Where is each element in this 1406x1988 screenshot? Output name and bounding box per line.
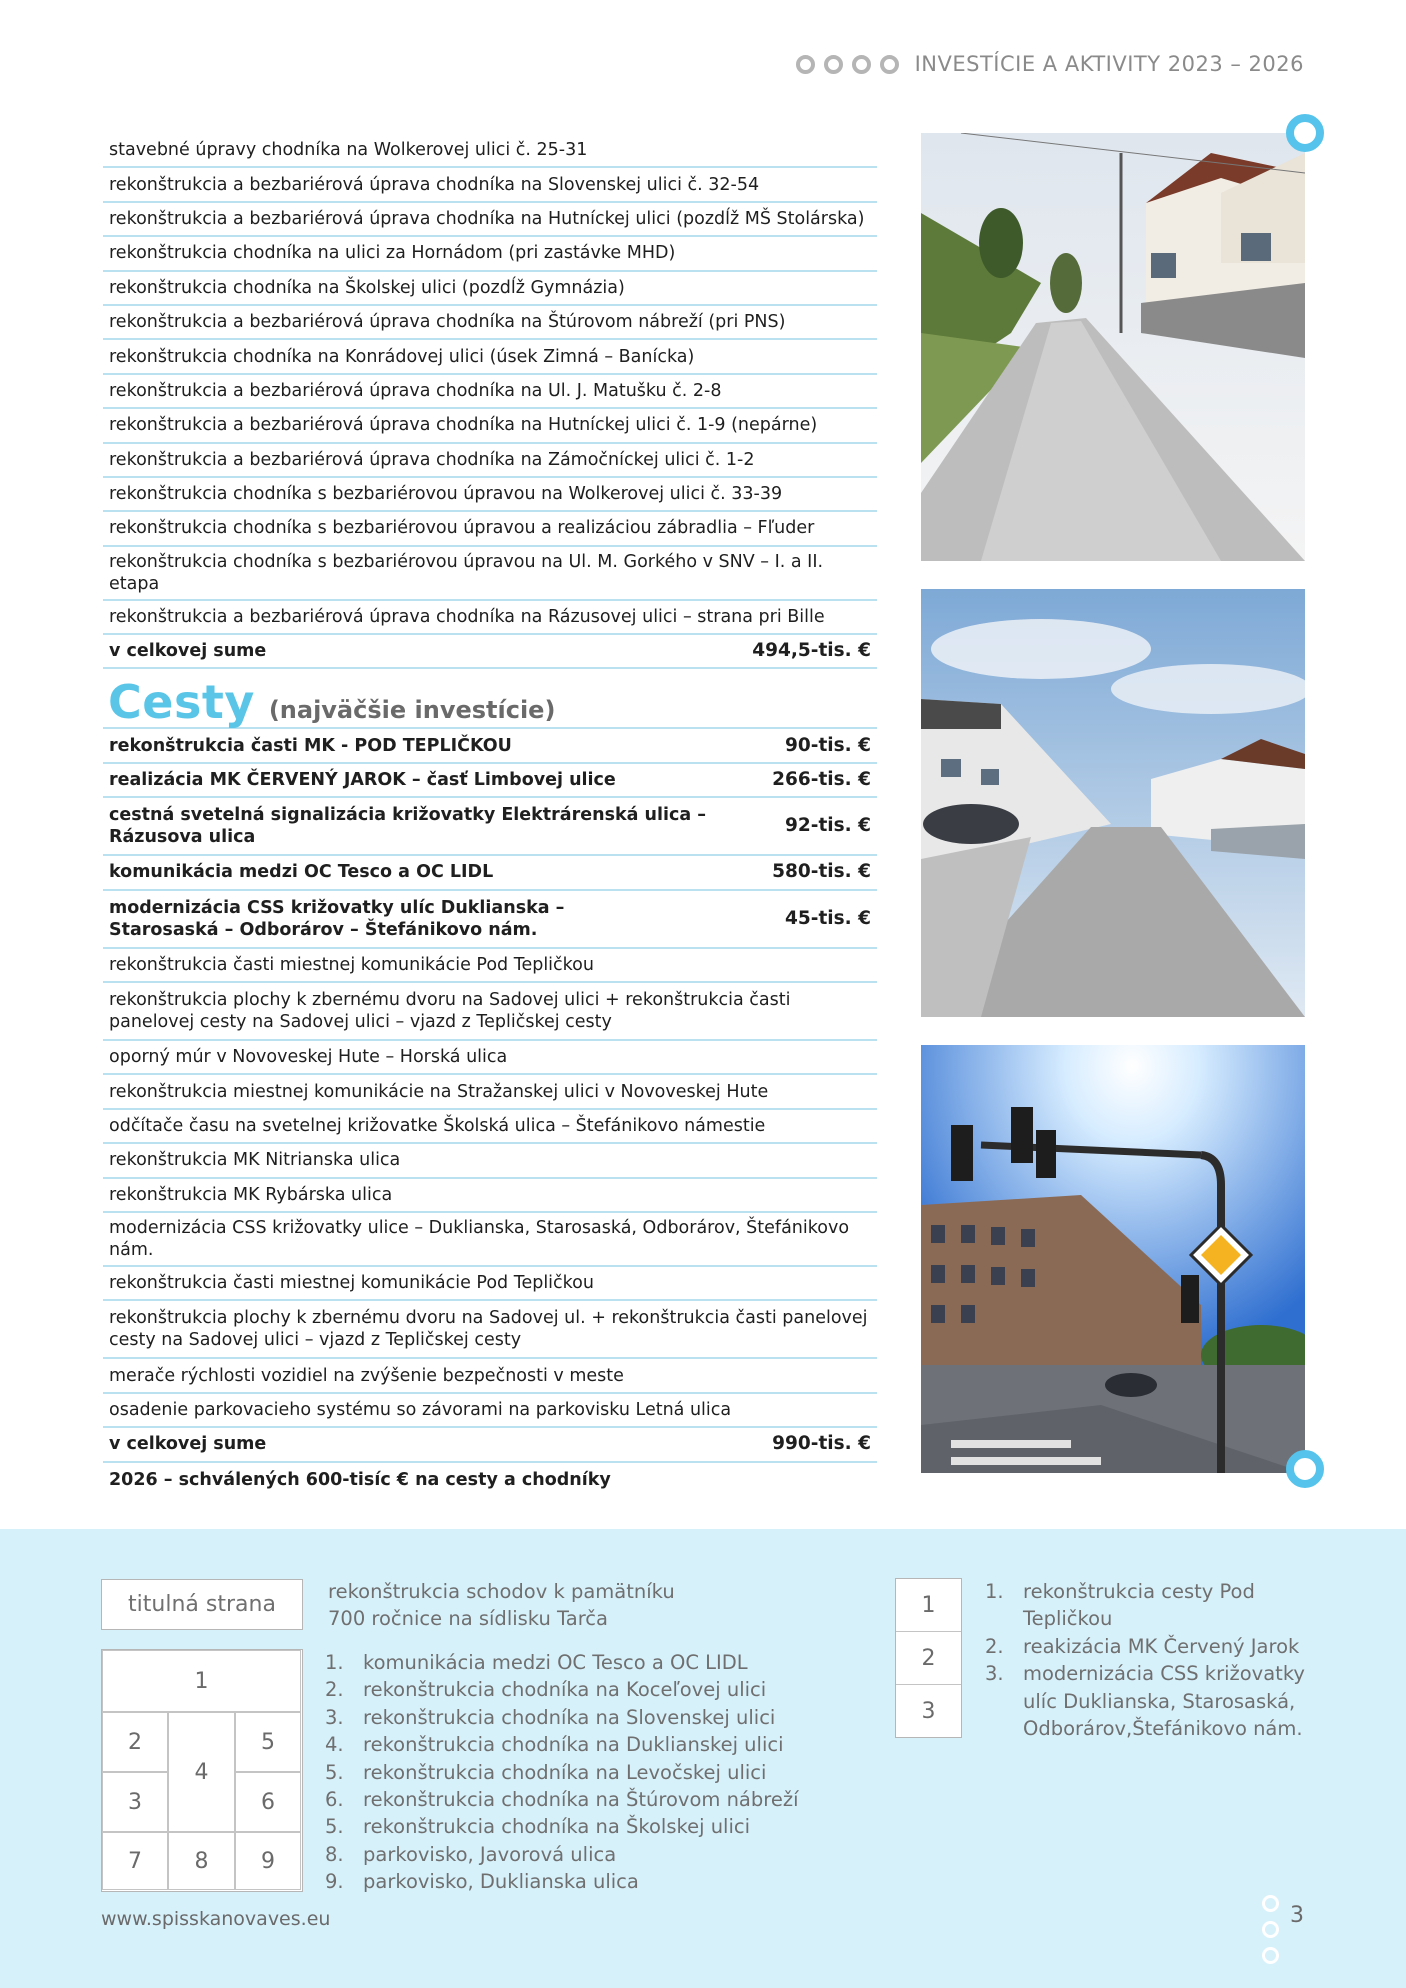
legend-item: 9. parkovisko, Duklianska ulica	[325, 1870, 639, 1894]
grid-cell: 7	[102, 1832, 168, 1890]
circle-icon	[1262, 1921, 1279, 1938]
grid-cell: 2	[102, 1712, 168, 1772]
total-label: v celkovej sume	[109, 641, 267, 662]
chodniky-total	[103, 635, 877, 669]
circle-icon	[880, 55, 899, 74]
grid-cell: 4	[168, 1712, 235, 1832]
major-item: rekonštrukcia časti MK - POD TEPLIČKOU 90-tis. €	[103, 729, 877, 763]
circle-icon	[1262, 1947, 1279, 1964]
major-item: komunikácia medzi OC Tesco a OC LIDL 580-tis. €	[103, 856, 877, 890]
photo-grid-map	[101, 1649, 303, 1892]
legend-item: 2. rekonštrukcia chodníka na Koceľovej ulici	[325, 1678, 767, 1702]
section-title: Cesty	[108, 675, 255, 730]
legend-item: 3. modernizácia CSS križovatky ulíc Duklianska, Starosaská, Odborárov,Štefánikovo nám.	[985, 1662, 1305, 1741]
photo-traffic-lights	[921, 1045, 1305, 1473]
list-item: rekonštrukcia časti miestnej komunikácie Pod Tepličkou	[103, 1267, 877, 1301]
list-item: rekonštrukcia a bezbariérová úprava chodníka na Slovenskej ulici č. 32-54	[103, 168, 877, 202]
legend-item: 6. rekonštrukcia chodníka na Štúrovom nábreží	[325, 1788, 799, 1812]
list-item: stavebné úpravy chodníka na Wolkerovej ulici č. 25-31	[103, 134, 877, 168]
list-item: rekonštrukcia miestnej komunikácie na Stražanskej ulici v Novoveskej Hute	[103, 1075, 877, 1109]
page-header	[796, 52, 1304, 76]
major-item: cestná svetelná signalizácia križovatky Elektrárenská ulica – Rázusova ulica 92-tis. €	[103, 798, 877, 856]
list-item: odčítače času na svetelnej križovatke Školská ulica – Štefánikovo námestie	[103, 1110, 877, 1144]
list-item: rekonštrukcia časti miestnej komunikácie Pod Tepličkou	[103, 949, 877, 983]
grid-cell: 8	[168, 1832, 235, 1890]
ring-icon	[1286, 1450, 1324, 1488]
grid-cell: 1	[896, 1579, 961, 1632]
list-item: merače rýchlosti vozidiel na zvýšenie bezpečnosti v meste	[103, 1359, 877, 1393]
cesty-section	[103, 729, 877, 1496]
legend-item: 2. reakizácia MK Červený Jarok	[985, 1634, 1300, 1658]
grid-cell: 6	[235, 1772, 301, 1832]
cesty-heading	[103, 669, 877, 729]
list-item: rekonštrukcia plochy k zbernému dvoru na Sadovej ulici + rekonštrukcia časti panelovej cesty na Sadovej ulici – vjazd z Tepličskej cesty	[103, 983, 877, 1041]
list-item: rekonštrukcia chodníka na Školskej ulici (pozdĺž Gymnázia)	[103, 272, 877, 306]
list-item: modernizácia CSS križovatky ulice – Duklianska, Starosaská, Odborárov, Štefánikovo nám.	[103, 1213, 877, 1267]
photo-legend-list-right	[985, 1578, 1315, 1742]
list-item: rekonštrukcia a bezbariérová úprava chodníka na Zámočníckej ulici č. 1-2	[103, 444, 877, 478]
list-item: rekonštrukcia a bezbariérová úprava chodníka na Hutníckej ulici (pozdĺž MŠ Stolárska)	[103, 203, 877, 237]
list-item: osadenie parkovacieho systému so závorami na parkovisku Letná ulica	[103, 1394, 877, 1428]
section-subtitle: (najväčšie investície)	[268, 696, 556, 725]
list-item: rekonštrukcia a bezbariérová úprava chodníka na Hutníckej ulici č. 1-9 (nepárne)	[103, 409, 877, 443]
cover-caption: rekonštrukcia schodov k pamätníku 700 ročnice na sídlisku Tarča	[328, 1580, 675, 1631]
legend-item: 1. komunikácia medzi OC Tesco a OC LIDL	[325, 1651, 748, 1674]
list-item: rekonštrukcia chodníka na ulici za Hornádom (pri zastávke MHD)	[103, 237, 877, 271]
list-item: rekonštrukcia a bezbariérová úprava chodníka na Štúrovom nábreží (pri PNS)	[103, 306, 877, 340]
legend-item: 8. parkovisko, Javorová ulica	[325, 1842, 617, 1866]
circle-icon	[824, 55, 843, 74]
major-item: modernizácia CSS križovatky ulíc Duklianska – Starosaská – Odborárov – Štefánikovo nám. 45-tis. €	[103, 891, 877, 949]
photo-street-houses	[921, 133, 1305, 561]
investment-list	[103, 134, 877, 1497]
total-value: 990-tis. €	[772, 1433, 871, 1455]
list-item: rekonštrukcia MK Rybárska ulica	[103, 1179, 877, 1213]
circle-icon	[852, 55, 871, 74]
website-url: www.spisskanovaves.eu	[101, 1908, 331, 1930]
list-item: rekonštrukcia a bezbariérová úprava chodníka na Ul. J. Matušku č. 2-8	[103, 375, 877, 409]
photo-new-street	[921, 589, 1305, 1017]
legend-item: 1. rekonštrukcia cesty Pod Tepličkou	[985, 1580, 1255, 1631]
list-item: rekonštrukcia a bezbariérová úprava chodníka na Rázusovej ulici – strana pri Bille	[103, 601, 877, 635]
page-dots	[1262, 1895, 1279, 1964]
list-item: rekonštrukcia MK Nitrianska ulica	[103, 1144, 877, 1178]
grid-cell: 3	[102, 1772, 168, 1832]
grid-cell: 2	[896, 1632, 961, 1685]
page-number: 3	[1290, 1903, 1304, 1928]
cesty-note: 2026 – schválených 600-tisíc € na cesty a chodníky	[109, 1469, 611, 1490]
ring-icon	[1286, 114, 1324, 152]
legend-item: 5. rekonštrukcia chodníka na Levočskej ulici	[325, 1760, 767, 1784]
chodniky-section	[103, 134, 877, 669]
total-value: 494,5-tis. €	[752, 640, 871, 662]
header-title: INVESTÍCIE A AKTIVITY 2023 – 2026	[914, 52, 1304, 76]
list-item: rekonštrukcia chodníka s bezbariérovou úpravou na Ul. M. Gorkého v SNV – I. a II. etapa	[103, 547, 877, 601]
grid-cell: 3	[921, 1699, 936, 1724]
total-label: v celkovej sume	[109, 1434, 267, 1455]
list-item: rekonštrukcia chodníka s bezbariérovou úpravou na Wolkerovej ulici č. 33-39	[103, 478, 877, 512]
grid-cell: 1	[102, 1650, 301, 1712]
list-item: rekonštrukcia chodníka na Konrádovej ulici (úsek Zimná – Banícka)	[103, 340, 877, 374]
grid-cell: 5	[235, 1712, 301, 1772]
cesty-total	[103, 1428, 877, 1462]
header-dots	[796, 55, 899, 74]
list-item: oporný múr v Novoveskej Hute – Horská ulica	[103, 1041, 877, 1075]
legend-item: 3. rekonštrukcia chodníka na Slovenskej ulici	[325, 1705, 776, 1729]
list-item: rekonštrukcia plochy k zbernému dvoru na Sadovej ul. + rekonštrukcia časti panelovej cesty na Sadovej ulici – vjazd z Tepličskej cesty	[103, 1301, 877, 1359]
photo-column-map	[895, 1578, 962, 1738]
legend-item: 5. rekonštrukcia chodníka na Školskej ulici	[325, 1815, 751, 1839]
list-item: rekonštrukcia chodníka s bezbariérovou úpravou a realizáciou zábradlia – Fľuder	[103, 512, 877, 546]
cover-page-box: titulná strana	[101, 1579, 303, 1630]
legend-item: 4. rekonštrukcia chodníka na Duklianskej ulici	[325, 1733, 784, 1757]
circle-icon	[1262, 1895, 1279, 1912]
circle-icon	[796, 55, 815, 74]
photo-legend-list	[325, 1649, 805, 1896]
grid-cell: 9	[235, 1832, 301, 1890]
major-item: realizácia MK ČERVENÝ JAROK – časť Limbovej ulice 266-tis. €	[103, 764, 877, 798]
